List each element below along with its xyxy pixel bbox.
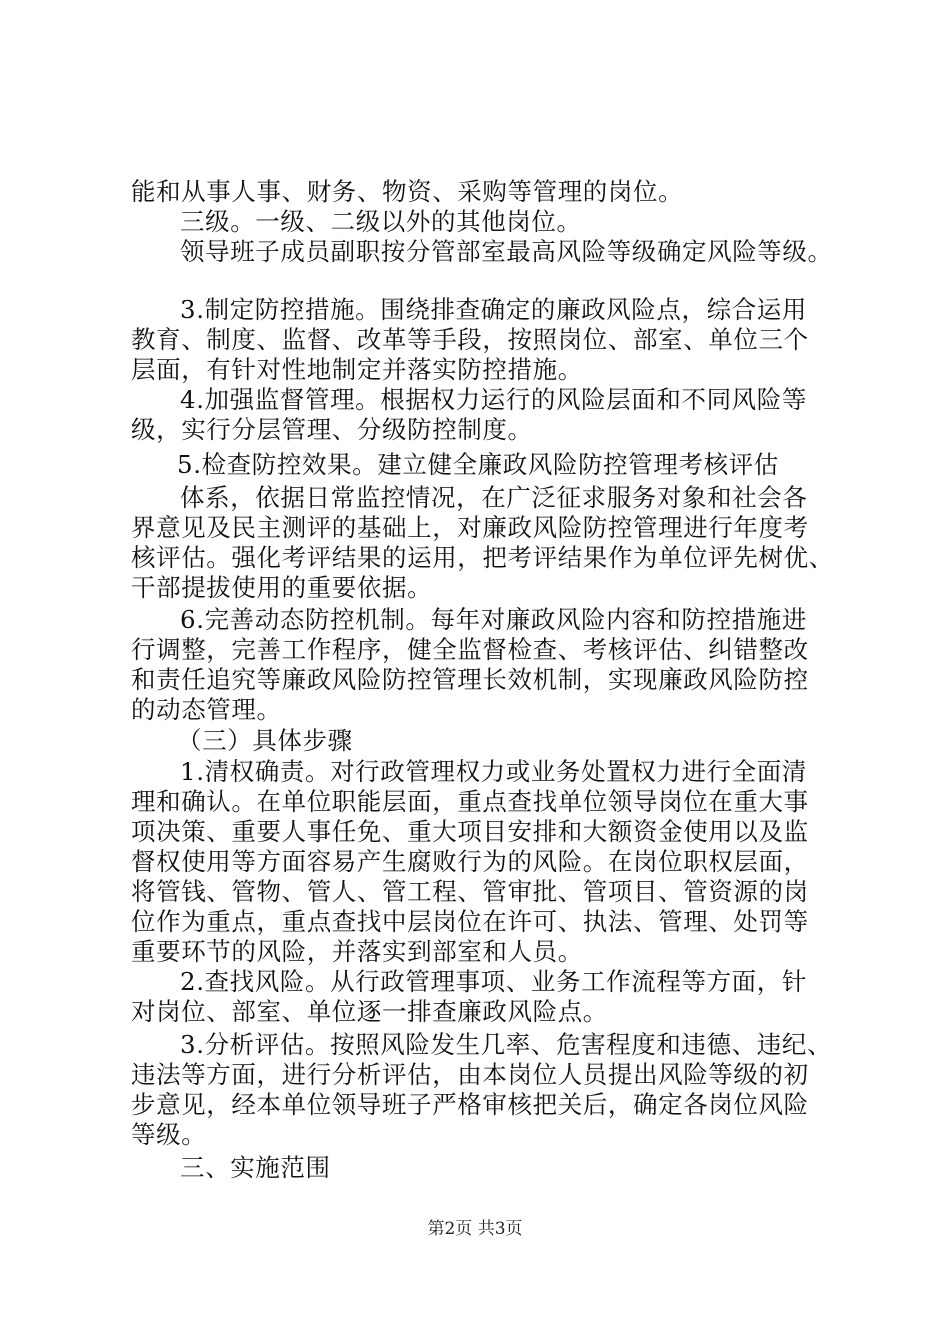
text-line-4: 3.制定防控措施。围绕排查确定的廉政风险点，综合运用 [180,295,807,324]
text-line-21: 项决策、重要人事任免、重大项目安排和大额资金使用以及监 [131,817,809,846]
text-line-22: 督权使用等方面容易产生腐败行为的风险。在岗位职权层面， [131,847,809,876]
text-line-2: 三级。一级、二级以外的其他岗位。 [180,207,582,236]
text-line-9: 5.检查防控效果。建立健全廉政风险防控管理考核评估 [177,450,779,479]
text-line-28: 3.分析评估。按照风险发生几率、危害程度和违德、违纪、 [180,1030,833,1059]
section-heading-steps: （三）具体步骤 [177,726,353,755]
text-line-27: 对岗位、部室、单位逐一排查廉政风险点。 [131,997,608,1026]
text-line-26: 2.查找风险。从行政管理事项、业务工作流程等方面，针 [180,967,807,996]
text-line-20: 理和确认。在单位职能层面，重点查找单位领导岗位在重大事 [131,787,809,816]
text-line-7: 4.加强监督管理。根据权力运行的风险层面和不同风险等 [180,385,807,414]
text-line-11: 界意见及民主测评的基础上，对廉政风险防控管理进行年度考 [131,513,809,542]
section-heading-scope: 三、实施范围 [180,1153,331,1182]
text-line-8: 级，实行分层管理、分级防控制度。 [131,415,533,444]
text-line-5: 教育、制度、监督、改革等手段，按照岗位、部室、单位三个 [131,325,809,354]
text-line-25: 重要环节的风险，并落实到部室和人员。 [131,937,583,966]
text-line-12: 核评估。强化考评结果的运用，把考评结果作为单位评先树优、 [131,543,834,572]
text-line-1: 能和从事人事、财务、物资、采购等管理的岗位。 [131,177,684,206]
text-line-24: 位作为重点，重点查找中层岗位在许可、执法、管理、处罚等 [131,907,809,936]
page-number-footer: 第2页 共3页 [427,1219,523,1239]
text-line-23: 将管钱、管物、管人、管工程、管审批、管项目、管资源的岗 [131,877,809,906]
text-line-17: 的动态管理。 [131,695,282,724]
text-line-10: 体系，依据日常监控情况，在广泛征求服务对象和社会各 [180,483,808,512]
text-line-31: 等级。 [131,1120,207,1149]
text-line-3: 领导班子成员副职按分管部室最高风险等级确定风险等级。 [180,237,833,266]
text-line-13: 干部提拔使用的重要依据。 [131,573,433,602]
text-line-6: 层面，有针对性地制定并落实防控措施。 [131,355,583,384]
text-line-16: 和责任追究等廉政风险防控管理长效机制，实现廉政风险防控 [131,665,809,694]
text-line-19: 1.清权确责。对行政管理权力或业务处置权力进行全面清 [180,757,807,786]
text-line-14: 6.完善动态防控机制。每年对廉政风险内容和防控措施进 [180,605,807,634]
text-line-15: 行调整，完善工作程序，健全监督检查、考核评估、纠错整改 [131,635,809,664]
text-line-29: 违法等方面，进行分析评估，由本岗位人员提出风险等级的初 [131,1060,809,1089]
text-line-30: 步意见，经本单位领导班子严格审核把关后，确定各岗位风险 [131,1090,809,1119]
